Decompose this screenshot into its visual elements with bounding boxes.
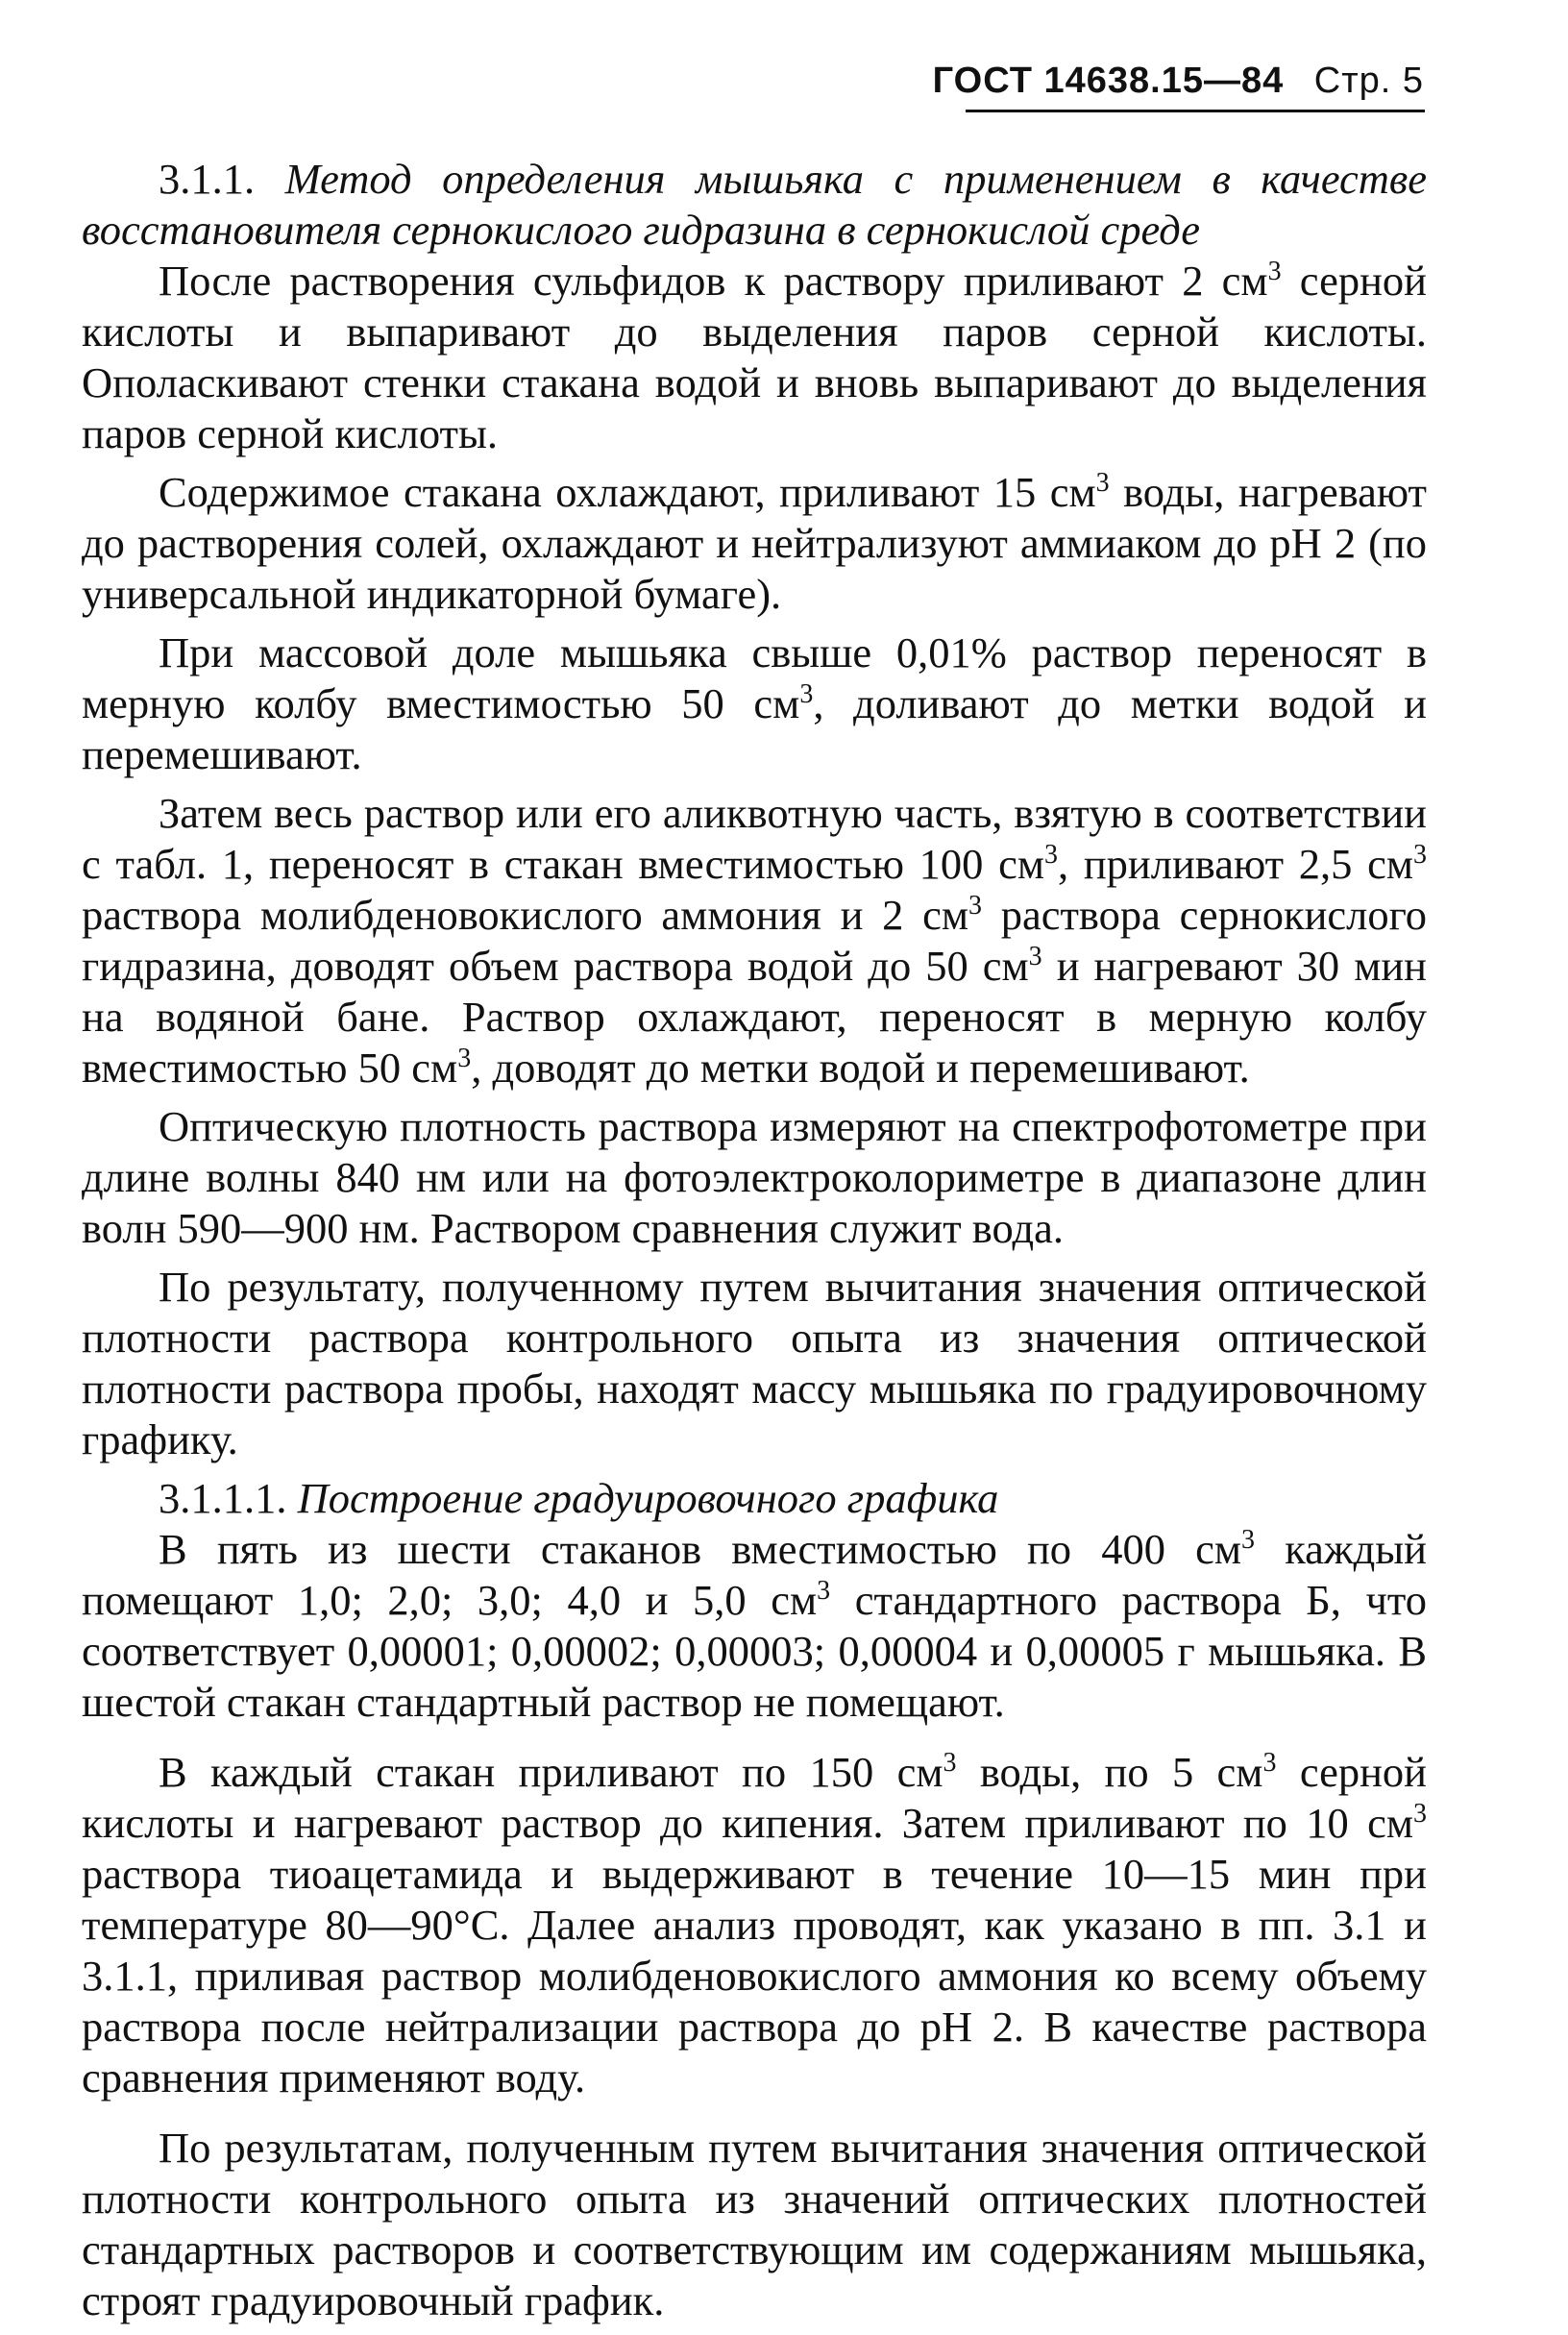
text-run: раствора тиоацетамида и выдерживают в течение 10—15 мин при температуре 80—90°С. Далее анализ проводят, как указано в пп. 3.1 и 3.1.1, приливая раствор молибденовокислого аммония ко всему объему раствора после нейтрализации раствора до рН 2. В качестве раствора сравнения применяют воду. <box>82 1850 1427 2102</box>
text-run: , доводят до метки водой и перемешивают. <box>471 1044 1250 1092</box>
section-title: Метод определения мышьяка с применением в качестве восстановителя сернокислого гидразина в сернокислой среде <box>82 155 1428 254</box>
text-run: , доливают до метки водой и перемешивают. <box>82 679 1427 778</box>
paragraph-mass-fraction <box>82 627 1427 780</box>
section-heading-3-1-1-1 <box>82 1473 1427 1524</box>
paragraph-optical-density: Оптическую плотность раствора измеряют на спектрофотометре при длине волны 840 нм или на фотоэлектроколориметре в диапазоне длин волн 590—900 нм. Раствором сравнения служит вода. <box>82 1102 1427 1252</box>
paragraph-result: По результату, полученному путем вычитания значения оптической плотности раствора контрольного опыта из значения оптической плотности раствора пробы, находят массу мышьяка по градуировочному графику. <box>82 1263 1427 1463</box>
text-run: раствора молибденовокислого аммония и 2 см <box>82 891 968 939</box>
text-run: В каждый стакан приливают по 150 см <box>159 1748 943 1796</box>
text-run: , приливают 2,5 см <box>1058 840 1413 888</box>
text-run: и нагревают 30 мин на водяной бане. Раствор охлаждают, переносят в мерную колбу вместимостью 50 см <box>82 942 1427 1092</box>
superscript: 3 <box>968 891 982 921</box>
section-number: 3.1.1.1. <box>159 1474 287 1522</box>
superscript: 3 <box>1095 468 1110 498</box>
text-run: В пять из шести стаканов вместимостью по 400 см <box>159 1525 1242 1573</box>
superscript: 3 <box>1267 257 1282 286</box>
page-number: Стр. 5 <box>1313 61 1424 101</box>
superscript: 3 <box>1044 840 1059 870</box>
superscript: 3 <box>1413 1799 1427 1829</box>
text-run: Содержимое стакана охлаждают, приливают 15 см <box>159 468 1096 516</box>
header-rule <box>966 110 1425 112</box>
standard-number: ГОСТ 14638.15—84 <box>932 61 1285 101</box>
paragraph-cooling <box>82 467 1427 620</box>
superscript: 3 <box>457 1044 472 1073</box>
superscript: 3 <box>1028 942 1042 971</box>
paragraph-dissolution <box>82 256 1427 459</box>
page-header <box>933 60 1424 102</box>
superscript: 3 <box>943 1748 957 1778</box>
superscript: 3 <box>817 1576 831 1606</box>
text-run: раствора сернокислого гидразина, доводят объем раствора водой до 50 см <box>82 891 1427 990</box>
text-run: серной кислоты и нагревают раствор до кипения. Затем приливают по 10 см <box>82 1748 1427 1847</box>
paragraph-heating <box>82 1747 1427 2103</box>
text-run: При массовой доле мышьяка свыше 0,01% раствор переносят в мерную колбу вместимостью 50 см <box>82 628 1427 727</box>
paragraph-aliquot <box>82 788 1427 1094</box>
section-heading-3-1-1 <box>82 154 1427 256</box>
text-run: воды, нагревают до растворения солей, охлаждают и нейтрализуют аммиаком до рН 2 (по универсальной индикаторной бумаге). <box>82 468 1427 618</box>
text-run: Затем весь раствор или его аликвотную часть, взятую в соответствии с табл. 1, переносят в стакан вместимостью 100 см <box>82 789 1427 888</box>
paragraph-calibration-graph: По результатам, полученным путем вычитания значения оптической плотности контрольного опыта из значений оптических плотностей стандартных растворов и соответствующим им содержаниям мышьяка, строят градуировочный график. <box>82 2124 1427 2324</box>
document-body <box>82 154 1427 2326</box>
text-run: каждый помещают 1,0; 2,0; 3,0; 4,0 и 5,0 см <box>82 1525 1427 1624</box>
section-title: Построение градуировочного графика <box>297 1474 999 1522</box>
text-run: воды, по 5 см <box>956 1748 1263 1796</box>
text-run: стандартного раствора Б, что соответствует 0,00001; 0,00002; 0,00003; 0,00004 и 0,00005 г мышьяка. В шестой стакан стандартный раствор не помещают. <box>82 1576 1427 1726</box>
superscript: 3 <box>1413 840 1427 870</box>
text-run: После растворения сульфидов к раствору приливают 2 см <box>159 257 1268 305</box>
superscript: 3 <box>1241 1525 1256 1555</box>
superscript: 3 <box>799 679 814 709</box>
header-space <box>1294 61 1305 101</box>
text-run: серной кислоты и выпаривают до выделения паров серной кислоты. Ополаскивают стенки стакана водой и вновь выпаривают до выделения паров серной кислоты. <box>82 257 1427 457</box>
section-number: 3.1.1. <box>159 155 256 203</box>
paragraph-standards <box>82 1524 1427 1728</box>
superscript: 3 <box>1262 1748 1277 1778</box>
